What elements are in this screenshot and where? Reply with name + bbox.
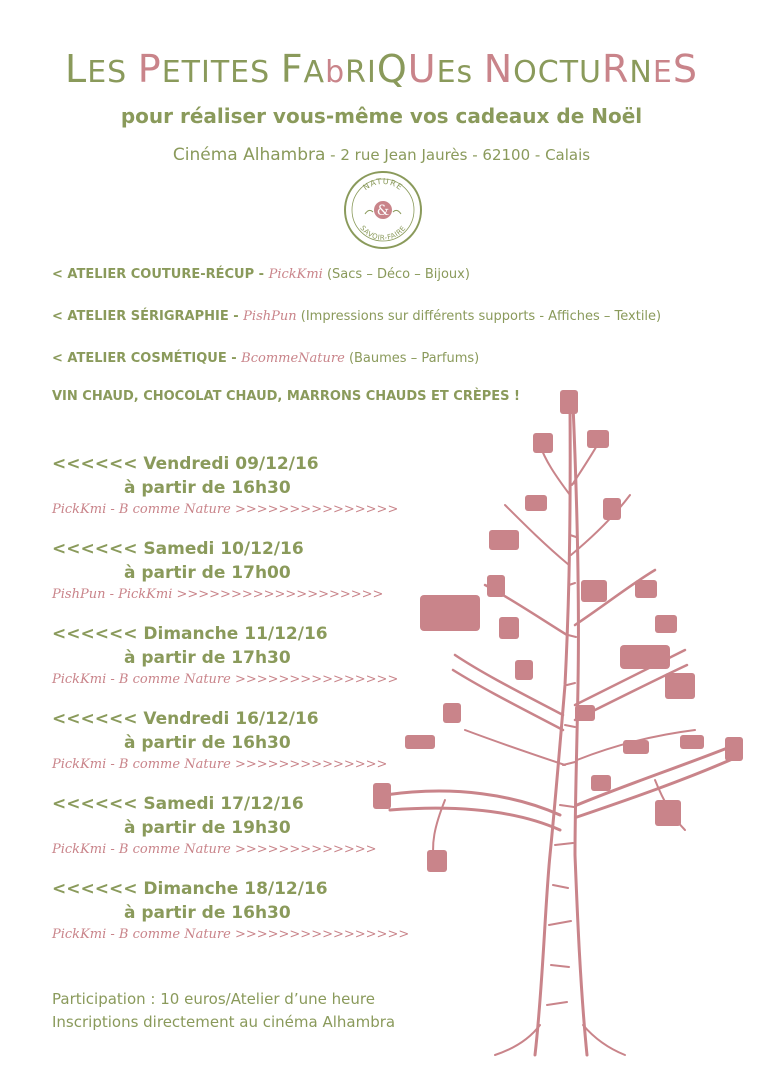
session-time: à partir de 17h30 [124,648,291,668]
session-item [52,452,412,537]
title-fragment: N [483,47,514,91]
title-fragment: Q [376,47,408,91]
title-fragment: E [436,55,457,90]
atelier-detail: (Sacs – Déco – Bijoux) [322,267,470,282]
title-fragment: L [65,47,88,91]
venue-name: Cinéma Alhambra [172,145,326,165]
title-fragment: E [652,55,673,90]
logo-ampersand: & [376,203,390,219]
session-hosts: PickKmi - B comme Nature >>>>>>>>>>>>>>> [52,672,399,687]
session-day: <<<<<< Vendredi 16/12/16 [52,709,319,729]
title-fragment: U [407,47,437,91]
session-day: <<<<<< Vendredi 09/12/16 [52,454,319,474]
session-hosts: PickKmi - B comme Nature >>>>>>>>>>>>>>> [52,502,399,517]
session-item [52,792,412,877]
venue-address: - 2 rue Jean Jaurès - 62100 - Calais [325,146,591,164]
poster-subtitle: pour réaliser vous-même vos cadeaux de Noël [120,104,643,128]
atelier-brand: PishPun [243,309,297,324]
svg-text:SAVOIR-FAIRE [358,224,407,242]
title-fragment: s [456,55,484,90]
session-hosts: PishPun - PickKmi >>>>>>>>>>>>>>>>>>> [52,587,384,602]
title-fragment: RI [345,55,377,90]
session-item [52,877,412,962]
session-hosts: PickKmi - B comme Nature >>>>>>>>>>>>> [52,842,377,857]
session-item [52,707,412,792]
title-fragment: b [325,55,346,90]
session-hosts: PickKmi - B comme Nature >>>>>>>>>>>>>>>> [52,927,410,942]
atelier-brand: PickKmi [268,267,323,282]
session-item [52,537,412,622]
participation-text: Participation : 10 euros/Atelier d’une heure [52,990,375,1008]
atelier-title: < ATELIER COUTURE-RÉCUP - [52,267,269,282]
atelier-brand: BcommeNature [241,351,345,366]
logo-bottom-text: SAVOIR-FAIRE [358,224,408,243]
title-fragment: P [137,47,162,91]
session-day: <<<<<< Samedi 17/12/16 [52,794,304,814]
logo-top-text: NATURE [361,176,405,193]
session-time: à partir de 16h30 [124,733,291,753]
title-fragment: A [303,55,326,90]
title-fragment: N [629,55,653,90]
session-day: <<<<<< Samedi 10/12/16 [52,539,304,559]
title-fragment: OCTU [513,55,602,90]
session-day: <<<<<< Dimanche 11/12/16 [52,624,328,644]
session-time: à partir de 19h30 [124,818,291,838]
title-fragment: S [672,47,698,91]
shoe-tree-illustration [365,385,755,1060]
atelier-item [52,308,752,350]
atelier-title: < ATELIER COSMÉTIQUE - [52,351,242,366]
atelier-item [52,266,752,308]
nature-savoir-faire-logo [343,170,423,250]
atelier-detail: (Baumes – Parfums) [344,351,480,366]
footer-info [52,988,395,1034]
ateliers-list [52,266,752,392]
title-fragment: ES [87,55,138,90]
sessions-schedule [52,452,412,962]
venue-line [0,145,763,165]
title-fragment: ETITES [161,55,281,90]
session-item [52,622,412,707]
poster-title [0,47,763,91]
title-fragment: F [280,47,304,91]
session-time: à partir de 16h30 [124,478,291,498]
title-fragment: R [602,47,630,91]
session-time: à partir de 17h00 [124,563,291,583]
session-day: <<<<<< Dimanche 18/12/16 [52,879,328,899]
drinks-announcement: VIN CHAUD, CHOCOLAT CHAUD, MARRONS CHAUDS ET CRÈPES ! [52,389,520,404]
atelier-detail: (Impressions sur différents supports - Affiches – Textile) [296,309,662,324]
session-time: à partir de 16h30 [124,903,291,923]
atelier-title: < ATELIER SÉRIGRAPHIE - [52,309,244,324]
inscription-text: Inscriptions directement au cinéma Alhambra [52,1013,396,1031]
session-hosts: PickKmi - B comme Nature >>>>>>>>>>>>>> [52,757,388,772]
